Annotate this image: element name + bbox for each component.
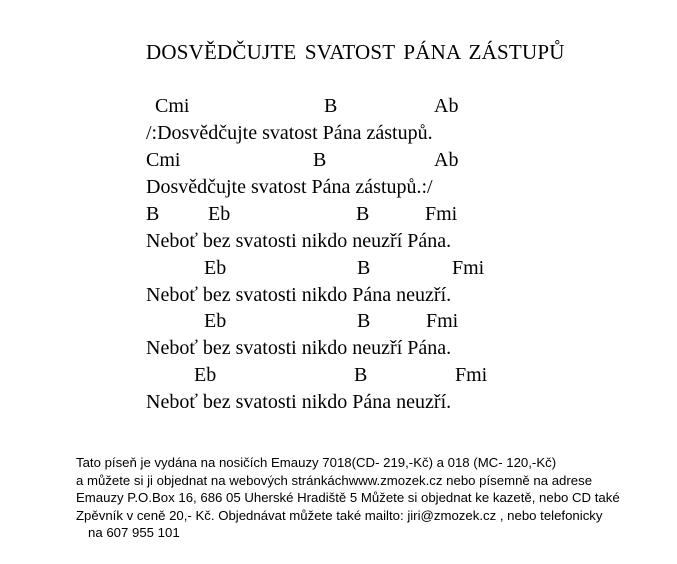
lyric-line: /:Dosvědčujte svatost Pána zástupů. [146,122,433,144]
lyric-line: Neboť bez svatosti nikdo neuzří Pána. [146,230,452,252]
chord: B [357,257,371,279]
chord: Eb [204,257,227,279]
lyric-line: Neboť bez svatosti nikdo Pána neuzří. [146,284,452,306]
publisher-note-line: Tato píseň je vydána na nosičích Emauzy 7018(CD- 219,-Kč) a 018 (MC- 120,-Kč) [76,455,557,470]
publisher-note-line: a můžete si ji objednat na webových stránkáchwww.zmozek.cz nebo písemně na adrese [76,472,593,488]
lyric-line: Neboť bez svatosti nikdo Pána neuzří. [146,391,452,413]
chord: Cmi [155,95,190,117]
publisher-note-line: Zpěvník v ceně 20,- Kč. Objednávat můžete také mailto: jiri@zmozek.cz , nebo telefonicky [76,507,603,523]
chord: Eb [194,364,217,386]
chord: B [356,203,370,225]
chord: Ab [434,149,459,171]
phone-number: na 607 955 101 [88,525,180,541]
chord: B [313,149,327,171]
chord: B [146,203,160,225]
lyric-line: Neboť bez svatosti nikdo neuzří Pána. [146,337,452,359]
publisher-note-line: Emauzy P.O.Box 16, 686 05 Uherské Hradiště 5 Můžete si objednat ke kazetě, nebo CD také [76,490,620,506]
chord: Fmi [425,203,458,225]
chord: Fmi [426,310,459,332]
chord: Eb [204,310,227,332]
chord: B [354,364,368,386]
song-title: DOSVĚDČUJTE SVATOST PÁNA ZÁSTUPŮ [146,40,565,64]
chord: B [357,310,371,332]
publisher-note [76,454,620,542]
chord: Cmi [146,149,181,171]
chord: Fmi [452,257,485,279]
chord: Ab [434,95,459,117]
chord: Eb [208,203,231,225]
chord: Fmi [455,364,488,386]
lyric-line: Dosvědčujte svatost Pána zástupů.:/ [146,176,433,198]
chord: B [324,95,338,117]
